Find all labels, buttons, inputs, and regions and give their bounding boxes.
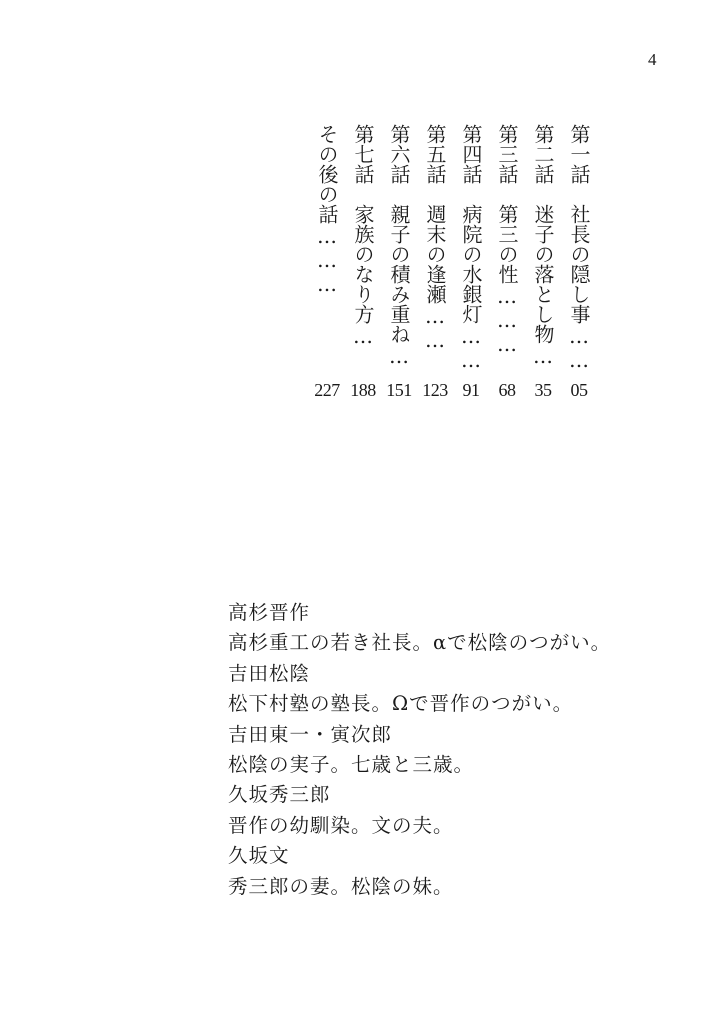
toc-entry-8 (312, 124, 342, 404)
toc-title: 第一話 社長の隠し事…… (567, 124, 591, 372)
character-name: 吉田松陰 (228, 661, 311, 685)
character-list (228, 598, 688, 902)
toc-page-number: 68 (498, 380, 516, 400)
toc-title: 第三話 第三の性……… (495, 124, 519, 356)
toc-title: 第四話 病院の水銀灯…… (459, 124, 483, 372)
character-description: 松下村塾の塾長。Ωで晋作のつがい。 (228, 692, 574, 716)
toc-page-number: 91 (462, 380, 480, 400)
toc-title: 第六話 親子の積み重ね… (387, 124, 411, 368)
character-name: 高杉晋作 (228, 601, 311, 624)
character-name: 久坂文 (228, 844, 290, 868)
toc-title: 第二話 迷子の落とし物… (531, 124, 555, 368)
toc-entry-3 (492, 124, 522, 404)
table-of-contents (312, 124, 594, 404)
toc-entry-4 (456, 124, 486, 404)
toc-page-number: 188 (350, 380, 376, 400)
character-name: 久坂秀三郎 (228, 783, 331, 807)
character-name: 吉田東一・寅次郎 (228, 722, 393, 746)
toc-entry-1 (564, 124, 594, 404)
toc-page-number: 123 (422, 380, 448, 400)
character-description: 高杉重工の若き社長。αで松陰のつがい。 (228, 631, 612, 655)
toc-entry-7 (348, 124, 378, 404)
toc-title: その後の話……… (315, 124, 339, 296)
toc-page-number: 151 (386, 380, 412, 400)
character-description: 松陰の実子。七歳と三歳。 (228, 752, 475, 776)
character-description: 秀三郎の妻。松陰の妹。 (228, 874, 454, 898)
toc-entry-6 (384, 124, 414, 404)
toc-page-number: 227 (314, 380, 340, 400)
character-description: 晋作の幼馴染。文の夫。 (228, 813, 454, 837)
page-number: 4 (648, 50, 657, 69)
toc-page-number: 35 (534, 380, 552, 400)
toc-page-number: 05 (570, 380, 588, 400)
toc-entry-5 (420, 124, 450, 404)
toc-title: 第五話 週末の逢瀬…… (423, 124, 447, 352)
toc-entry-2 (528, 124, 558, 404)
toc-title: 第七話 家族のなり方… (351, 124, 375, 348)
